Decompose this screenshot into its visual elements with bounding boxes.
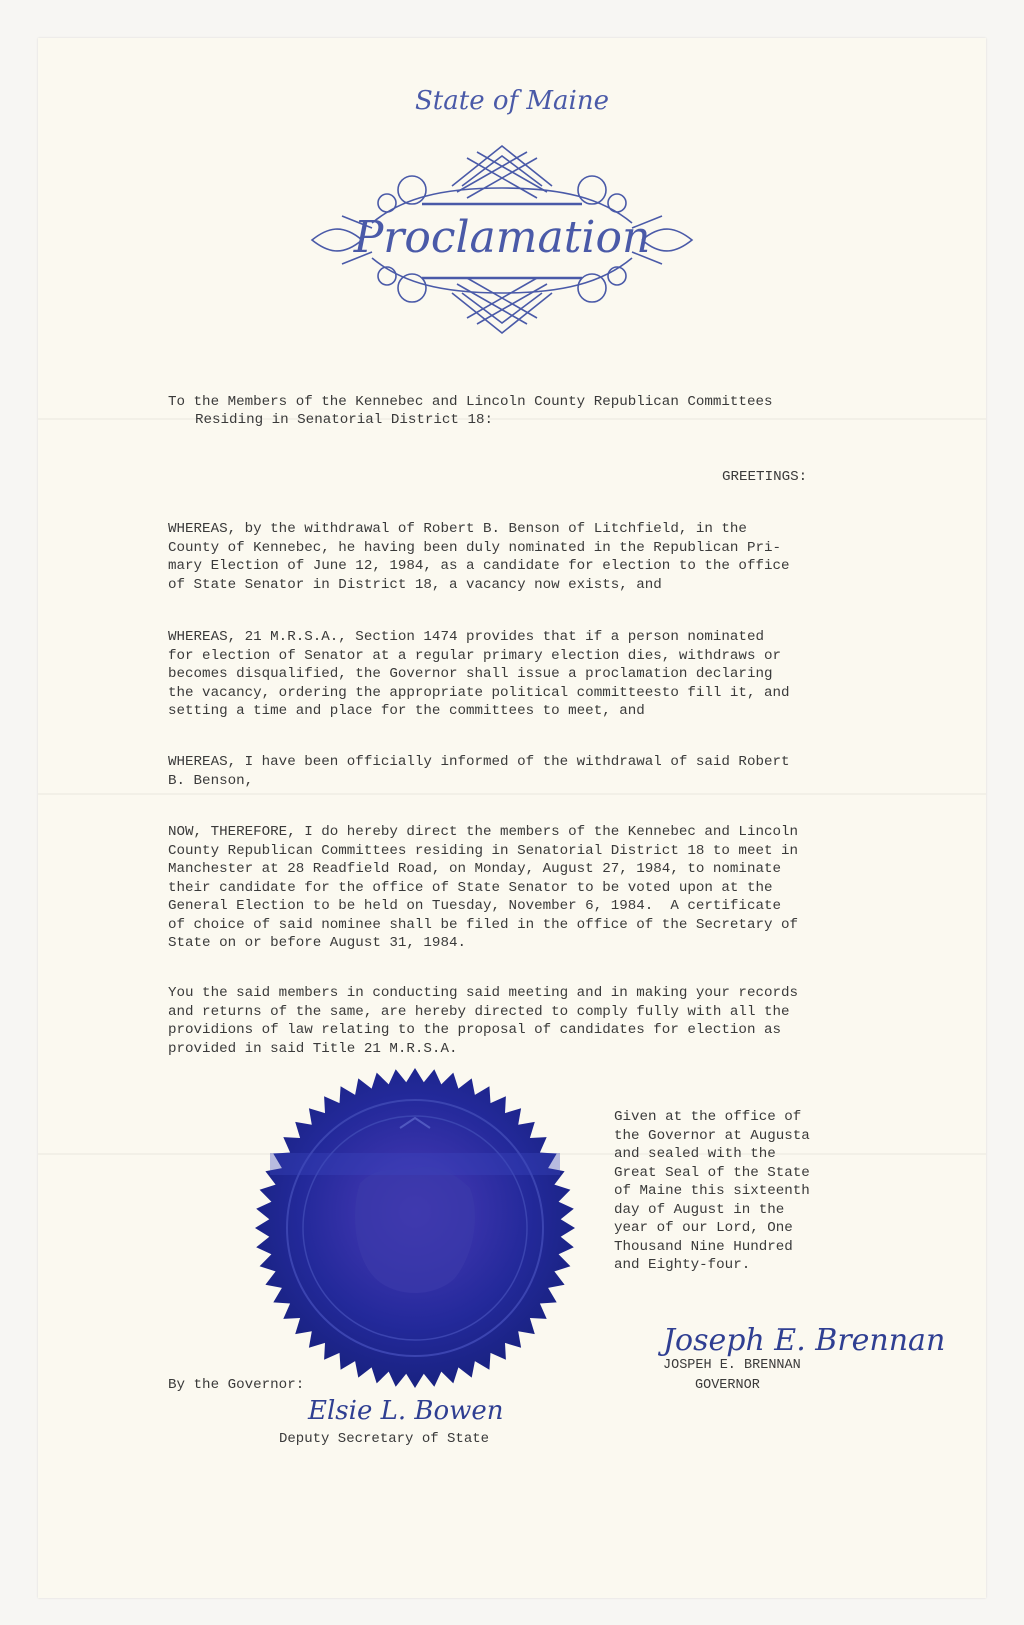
paragraph-directive: You the said members in conducting said meeting and in making your records and returns of the same, are hereby directed to comply fully with all the providions of law relating to the proposal of candidates for election as provided in said Title 21 M.R.S.A.	[168, 985, 799, 1057]
secretary-title: Deputy Secretary of State	[279, 1431, 490, 1447]
given-at-clause: Given at the office of the Governor at Augusta and sealed with the Great Seal of the State of Maine this sixteenth day of August in the year of our Lord, One Thousand Nine Hundred and Eighty-four.	[614, 1109, 810, 1273]
paragraph-now-therefore: NOW, THEREFORE, I do hereby direct the members of the Kennebec and Lincoln County Republican Committees residing in Senatorial District 18 to meet in Manchester at 28 Readfield Road, on Monday, August 27, 1984, to nominate their candidate for the office of State Senator to be voted upon at the General Election to be held on Tuesday, November 6, 1984. A certificate of choice of said nominee shall be filed in the office of the Secretary of State on or before August 31, 1984.	[168, 824, 799, 951]
by-the-governor: By the Governor:	[168, 1377, 305, 1393]
proclamation-document	[38, 38, 986, 1598]
fold-line	[38, 793, 986, 795]
great-seal-of-maine	[250, 1063, 580, 1393]
address-line-1: To the Members of the Kennebec and Lincoln County Republican Committees	[168, 394, 773, 410]
state-heading: State of Maine	[415, 86, 609, 116]
secretary-signature: Elsie L. Bowen	[308, 1396, 504, 1426]
governor-title: GOVERNOR	[695, 1378, 760, 1393]
governor-name: JOSPEH E. BRENNAN	[663, 1358, 801, 1373]
proclamation-emblem	[302, 128, 702, 348]
paragraph-whereas-2: WHEREAS, 21 M.R.S.A., Section 1474 provides that if a person nominated for election of Senator at a regular primary election dies, withdraws or becomes disqualified, the Governor shall issue a proclamation declaring the vacancy, ordering the appropriate political committeesto fill it, and setting a time and place for the committees to meet, and	[168, 629, 790, 719]
paragraph-whereas-3: WHEREAS, I have been officially informed of the withdrawal of said Robert B. Benson,	[168, 754, 790, 789]
paragraph-whereas-1: WHEREAS, by the withdrawal of Robert B. Benson of Litchfield, in the County of Kennebec, he having been duly nominated in the Republican Pri- mary Election of June 12, 1984, as a candidate for election to the office of State Senator in District 18, a vacancy now exists, and	[168, 521, 790, 593]
address-line-2: Residing in Senatorial District 18:	[195, 412, 493, 428]
greeting: GREETINGS:	[722, 469, 808, 485]
governor-signature: Joseph E. Brennan	[663, 1323, 946, 1358]
proclamation-title: Proclamation	[353, 212, 651, 263]
